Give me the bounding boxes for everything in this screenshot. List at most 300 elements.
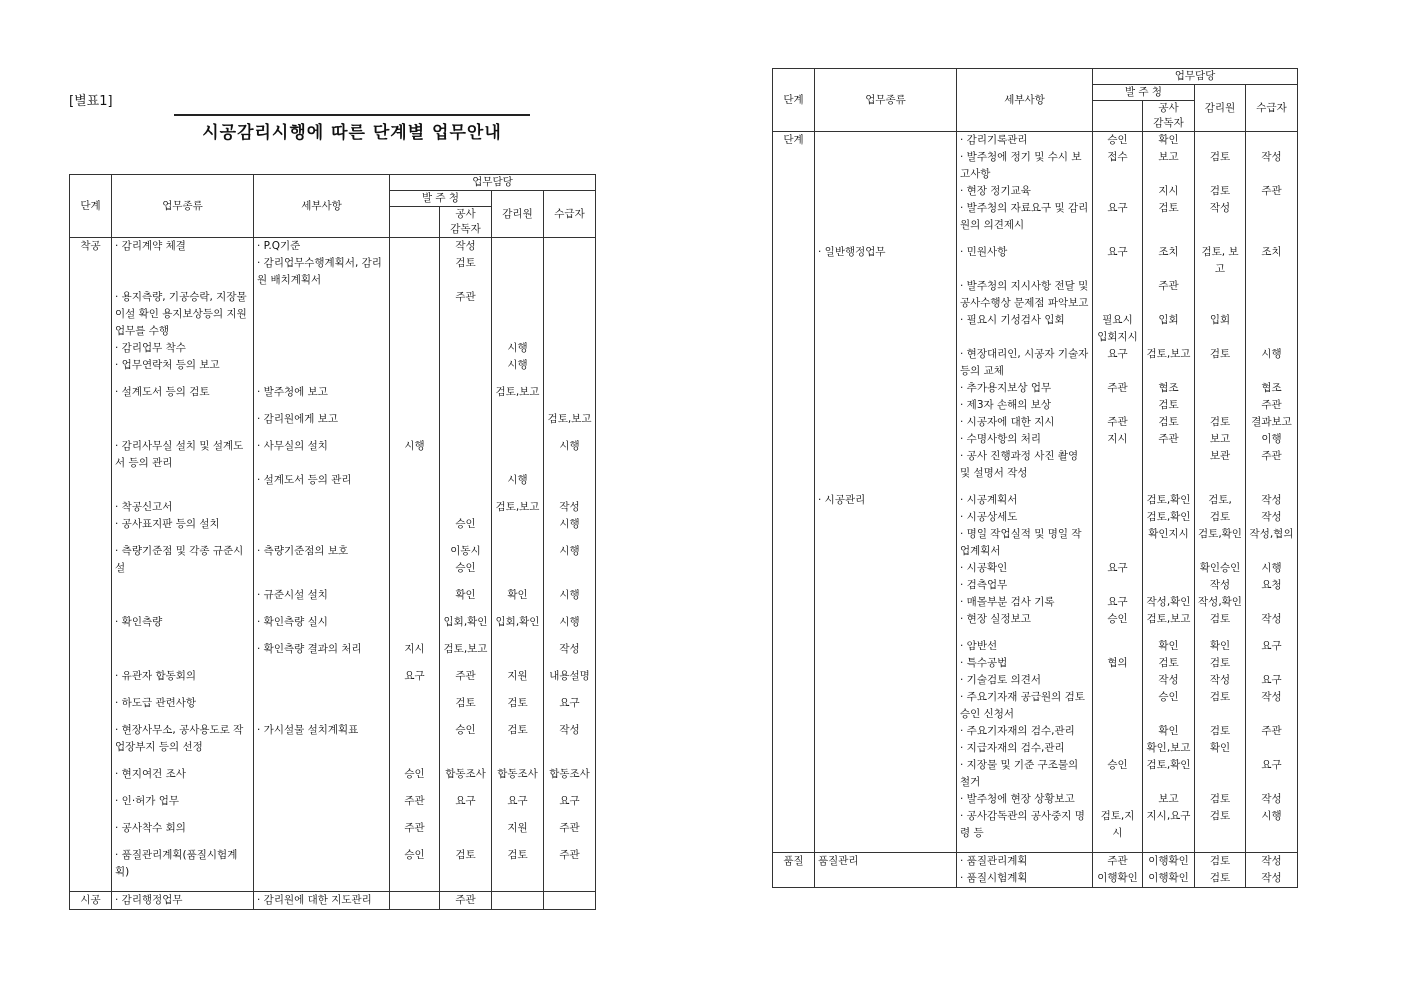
spacer-cell — [1195, 482, 1246, 492]
stage-cell — [773, 312, 815, 346]
spacer-cell — [544, 658, 596, 668]
contractor-cell: 작성 — [1246, 689, 1298, 723]
spacer-cell — [1246, 234, 1298, 244]
spacer-cell — [254, 837, 390, 847]
contractor-cell: 작성 — [1246, 611, 1298, 628]
spacer-cell — [390, 837, 440, 847]
inspector-cell: 검토 — [1195, 870, 1246, 888]
client-cell — [1093, 183, 1143, 200]
spacer-cell — [1195, 842, 1246, 853]
spacer-cell — [440, 533, 492, 543]
page-left — [69, 90, 595, 930]
contractor-cell: 내용설명 — [544, 668, 596, 685]
supervisor-cell: 작성,확인 — [1143, 594, 1195, 611]
spacer-cell — [773, 234, 815, 244]
details-cell: · 발주청에 현장 상황보고 — [957, 791, 1093, 808]
work-type-cell: · 일반행정업무 — [815, 244, 957, 278]
details-cell — [254, 340, 390, 357]
table-row — [70, 668, 596, 685]
supervisor-cell: 입회,확인 — [440, 614, 492, 631]
spacer-cell — [440, 374, 492, 384]
spacer-cell — [544, 604, 596, 614]
stage-cell — [773, 672, 815, 689]
spacer-cell — [492, 881, 544, 892]
spacer-cell — [440, 577, 492, 587]
table-row — [70, 238, 596, 256]
inspector-cell: 검토 — [1195, 183, 1246, 200]
spacer-cell — [440, 631, 492, 641]
row-spacer — [70, 533, 596, 543]
spacer-cell — [390, 881, 440, 892]
work-type-cell: · 공사착수 회의 — [112, 820, 254, 837]
client-cell: 요구 — [1093, 560, 1143, 577]
client-cell: 요구 — [1093, 200, 1143, 234]
contractor-cell: 요구 — [1246, 638, 1298, 655]
stage-cell — [773, 611, 815, 628]
supervisor-cell — [440, 499, 492, 516]
supervisor-cell: 확인 — [1143, 723, 1195, 740]
supervisor-cell — [440, 472, 492, 489]
spacer-cell — [492, 810, 544, 820]
table-row — [70, 411, 596, 428]
inspector-cell — [492, 543, 544, 577]
contractor-cell: 작성 — [1246, 853, 1298, 871]
client-cell: 주관 — [1093, 414, 1143, 431]
spacer-cell — [1143, 628, 1195, 638]
client-cell — [1093, 638, 1143, 655]
work-type-cell — [815, 200, 957, 234]
supervisor-cell: 확인 — [1143, 638, 1195, 655]
client-cell — [1093, 723, 1143, 740]
spacer-cell — [544, 577, 596, 587]
table-row — [70, 766, 596, 783]
contractor-cell: 주관 — [1246, 448, 1298, 482]
stage-cell — [773, 346, 815, 380]
contractor-cell: 이행 — [1246, 431, 1298, 448]
table-row — [773, 791, 1298, 808]
header-work-type: 업무종류 — [815, 69, 957, 132]
spacer-cell — [492, 533, 544, 543]
spacer-cell — [440, 837, 492, 847]
table-row — [773, 509, 1298, 526]
inspector-cell: 지원 — [492, 668, 544, 685]
spacer-cell — [390, 401, 440, 411]
inspector-cell: 검토, 보고 — [1195, 244, 1246, 278]
header-duty: 업무담당 — [390, 175, 596, 191]
work-type-cell — [815, 672, 957, 689]
client-cell: 검토,지시 — [1093, 808, 1143, 842]
details-cell: · 기술검토 의견서 — [957, 672, 1093, 689]
supervisor-cell: 입회 — [1143, 312, 1195, 346]
header-stage: 단계 — [70, 175, 112, 238]
stage-cell — [773, 808, 815, 842]
spacer-cell — [440, 685, 492, 695]
stage-cell — [70, 516, 112, 533]
client-cell — [390, 499, 440, 516]
supervisor-cell: 주관 — [440, 892, 492, 910]
spacer-cell — [544, 712, 596, 722]
spacer-cell — [492, 631, 544, 641]
inspector-cell: 보고 — [1195, 431, 1246, 448]
inspector-cell: 검토 — [492, 847, 544, 881]
row-spacer — [70, 489, 596, 499]
spacer-cell — [70, 428, 112, 438]
row-spacer — [773, 628, 1298, 638]
spacer-cell — [492, 604, 544, 614]
stage-cell — [773, 380, 815, 397]
contractor-cell — [544, 472, 596, 489]
spacer-cell — [70, 401, 112, 411]
row-spacer — [70, 401, 596, 411]
supervisor-cell: 확인 — [1143, 132, 1195, 150]
client-cell — [390, 695, 440, 712]
details-cell: · 지급자재의 검수,관리 — [957, 740, 1093, 757]
table-row — [70, 892, 596, 910]
work-type-cell — [815, 757, 957, 791]
client-cell — [390, 255, 440, 289]
details-cell: · 시공상세도 — [957, 509, 1093, 526]
details-cell: · 특수공법 — [957, 655, 1093, 672]
stage-cell — [773, 723, 815, 740]
duty-table-left — [69, 174, 596, 910]
stage-cell — [773, 638, 815, 655]
table-row — [773, 244, 1298, 278]
inspector-cell: 검토 — [1195, 655, 1246, 672]
spacer-cell — [390, 604, 440, 614]
stage-cell — [70, 472, 112, 489]
inspector-cell: 작성 — [1195, 200, 1246, 234]
work-type-cell — [815, 611, 957, 628]
client-cell: 협의 — [1093, 655, 1143, 672]
inspector-cell: 확인 — [1195, 638, 1246, 655]
work-type-cell — [815, 312, 957, 346]
table-row — [773, 577, 1298, 594]
inspector-cell — [492, 238, 544, 256]
spacer-cell — [112, 401, 254, 411]
work-type-cell: · 유관자 합동회의 — [112, 668, 254, 685]
row-spacer — [70, 756, 596, 766]
inspector-cell: 검토 — [1195, 808, 1246, 842]
contractor-cell: 결과보고 — [1246, 414, 1298, 431]
supervisor-cell: 이동시 승인 — [440, 543, 492, 577]
table-row — [70, 820, 596, 837]
spacer-cell — [815, 842, 957, 853]
supervisor-cell: 검토 — [1143, 397, 1195, 414]
stage-cell — [70, 499, 112, 516]
spacer-cell — [440, 604, 492, 614]
contractor-cell: 시행 — [1246, 560, 1298, 577]
supervisor-cell: 승인 — [440, 722, 492, 756]
spacer-cell — [112, 756, 254, 766]
client-cell — [390, 340, 440, 357]
spacer-cell — [254, 374, 390, 384]
contractor-cell: 조치 — [1246, 244, 1298, 278]
spacer-cell — [112, 881, 254, 892]
row-spacer — [70, 685, 596, 695]
header-stage: 단계 — [773, 69, 815, 132]
work-type-cell — [815, 149, 957, 183]
spacer-cell — [544, 489, 596, 499]
stage-cell — [773, 509, 815, 526]
work-type-cell: · 현장사무소, 공사용도로 작업장부지 등의 선정 — [112, 722, 254, 756]
spacer-cell — [492, 783, 544, 793]
spacer-cell — [815, 628, 957, 638]
inspector-cell: 작성 — [1195, 672, 1246, 689]
client-cell — [1093, 740, 1143, 757]
spacer-cell — [492, 374, 544, 384]
spacer-cell — [440, 428, 492, 438]
contractor-cell: 시행 — [1246, 808, 1298, 842]
spacer-cell — [112, 837, 254, 847]
client-cell: 주관 — [390, 793, 440, 810]
table-row — [773, 723, 1298, 740]
supervisor-cell: 검토,보고 — [440, 641, 492, 658]
supervisor-cell — [440, 411, 492, 428]
details-cell: · 공사 진행과정 사진 촬영 및 설명서 작성 — [957, 448, 1093, 482]
details-cell — [254, 499, 390, 516]
details-cell: · 수명사항의 처리 — [957, 431, 1093, 448]
table-row — [70, 543, 596, 577]
spacer-cell — [544, 783, 596, 793]
inspector-cell — [1195, 278, 1246, 312]
supervisor-cell: 검토,확인 — [1143, 757, 1195, 791]
spacer-cell — [773, 628, 815, 638]
row-spacer — [70, 604, 596, 614]
spacer-cell — [957, 842, 1093, 853]
supervisor-cell: 검토,확인 — [1143, 509, 1195, 526]
client-cell — [1093, 492, 1143, 509]
work-type-cell: · 시공관리 — [815, 492, 957, 509]
row-spacer — [70, 810, 596, 820]
table-row — [70, 722, 596, 756]
stage-cell — [773, 200, 815, 234]
table-row — [70, 384, 596, 401]
work-type-cell — [815, 132, 957, 150]
details-cell: · 암반선 — [957, 638, 1093, 655]
work-type-cell: · 감리사무실 설치 및 설계도서 등의 관리 — [112, 438, 254, 472]
stage-cell — [773, 689, 815, 723]
supervisor-cell: 이행확인 — [1143, 870, 1195, 888]
contractor-cell: 시행 — [544, 587, 596, 604]
spacer-cell — [1143, 234, 1195, 244]
spacer-cell — [544, 401, 596, 411]
spacer-cell — [112, 489, 254, 499]
stage-cell — [70, 411, 112, 428]
stage-cell — [70, 357, 112, 374]
spacer-cell — [70, 837, 112, 847]
spacer-cell — [544, 631, 596, 641]
contractor-cell: 시행 — [544, 543, 596, 577]
contractor-cell: 주관 — [1246, 183, 1298, 200]
supervisor-cell: 주관 — [440, 668, 492, 685]
spacer-cell — [390, 810, 440, 820]
inspector-cell: 검토,보고 — [492, 384, 544, 401]
inspector-cell: 검토 — [492, 695, 544, 712]
inspector-cell: 검토 — [1195, 723, 1246, 740]
details-cell — [254, 668, 390, 685]
work-type-cell — [815, 380, 957, 397]
header-inspector: 감리원 — [492, 191, 544, 238]
table-row — [70, 438, 596, 472]
inspector-cell: 검토 — [1195, 149, 1246, 183]
details-cell: · 규준시설 설치 — [254, 587, 390, 604]
spacer-cell — [70, 374, 112, 384]
contractor-cell: 작성 — [1246, 870, 1298, 888]
spacer-cell — [544, 881, 596, 892]
spacer-cell — [254, 712, 390, 722]
contractor-cell: 작성 — [1246, 509, 1298, 526]
stage-cell — [773, 414, 815, 431]
row-spacer — [773, 234, 1298, 244]
details-cell: · 사무실의 설치 — [254, 438, 390, 472]
stage-cell — [773, 791, 815, 808]
details-cell: · 주요기자재 공급원의 검토 승인 신청서 — [957, 689, 1093, 723]
work-type-cell — [815, 791, 957, 808]
work-type-cell — [815, 560, 957, 577]
details-cell: · 감리원에 대한 지도관리 — [254, 892, 390, 910]
row-spacer — [70, 658, 596, 668]
table-row — [773, 278, 1298, 312]
spacer-cell — [492, 401, 544, 411]
stage-cell — [70, 695, 112, 712]
supervisor-cell — [1143, 560, 1195, 577]
table-row — [70, 641, 596, 658]
work-type-cell — [112, 411, 254, 428]
spacer-cell — [1143, 842, 1195, 853]
supervisor-cell: 작성 — [440, 238, 492, 256]
details-cell: · 설계도서 등의 관리 — [254, 472, 390, 489]
table-row — [773, 689, 1298, 723]
table-row — [70, 587, 596, 604]
appendix-tag: [별표1] — [69, 94, 113, 109]
client-cell: 주관 — [1093, 380, 1143, 397]
inspector-cell: 확인 — [492, 587, 544, 604]
spacer-cell — [390, 658, 440, 668]
client-cell: 주관 — [390, 820, 440, 837]
spacer-cell — [70, 712, 112, 722]
spacer-cell — [544, 428, 596, 438]
spacer-cell — [112, 374, 254, 384]
work-type-cell — [815, 414, 957, 431]
header-client: 발 주 청 — [1093, 85, 1195, 101]
client-cell: 지시 — [390, 641, 440, 658]
client-cell — [1093, 672, 1143, 689]
spacer-cell — [1195, 628, 1246, 638]
row-spacer — [70, 631, 596, 641]
spacer-cell — [1093, 482, 1143, 492]
work-type-cell: · 품질관리계획(품질시험계획) — [112, 847, 254, 881]
contractor-cell: 주관 — [544, 847, 596, 881]
details-cell: · 민원사항 — [957, 244, 1093, 278]
contractor-cell: 작성 — [1246, 492, 1298, 509]
row-spacer — [70, 783, 596, 793]
spacer-cell — [254, 756, 390, 766]
details-cell — [254, 695, 390, 712]
spacer-cell — [1246, 842, 1298, 853]
contractor-cell: 작성 — [1246, 149, 1298, 183]
spacer-cell — [544, 533, 596, 543]
spacer-cell — [70, 783, 112, 793]
client-cell: 지시 — [1093, 431, 1143, 448]
spacer-cell — [390, 428, 440, 438]
contractor-cell: 시행 — [544, 438, 596, 472]
spacer-cell — [440, 658, 492, 668]
spacer-cell — [70, 604, 112, 614]
spacer-cell — [440, 489, 492, 499]
contractor-cell: 주관 — [1246, 397, 1298, 414]
stage-cell — [773, 526, 815, 560]
table-row — [773, 200, 1298, 234]
client-cell — [390, 587, 440, 604]
work-type-cell — [815, 431, 957, 448]
contractor-cell — [1246, 312, 1298, 346]
contractor-cell — [1246, 740, 1298, 757]
table-row — [70, 472, 596, 489]
client-cell: 접수 — [1093, 149, 1143, 183]
table-row — [773, 183, 1298, 200]
inspector-cell — [492, 255, 544, 289]
client-cell: 요구 — [1093, 594, 1143, 611]
inspector-cell — [1195, 757, 1246, 791]
work-type-cell — [112, 641, 254, 658]
spacer-cell — [112, 658, 254, 668]
inspector-cell: 확인 — [1195, 740, 1246, 757]
work-type-cell — [815, 655, 957, 672]
client-cell — [390, 357, 440, 374]
inspector-cell — [1195, 132, 1246, 150]
details-cell — [254, 357, 390, 374]
details-cell — [254, 793, 390, 810]
stage-cell — [773, 149, 815, 183]
inspector-cell: 지원 — [492, 820, 544, 837]
details-cell: · 확인측량 실시 — [254, 614, 390, 631]
inspector-cell: 검토 — [1195, 853, 1246, 871]
table-row — [773, 655, 1298, 672]
spacer-cell — [112, 577, 254, 587]
work-type-cell: · 업무연락처 등의 보고 — [112, 357, 254, 374]
contractor-cell: 요구 — [544, 793, 596, 810]
contractor-cell: 요구 — [1246, 672, 1298, 689]
details-cell: · 발주청에 정기 및 수시 보고사항 — [957, 149, 1093, 183]
inspector-cell: 작성,확인 — [1195, 594, 1246, 611]
stage-cell: 착공 — [70, 238, 112, 256]
header-supervisor-official: 공사 감독자 — [440, 207, 492, 238]
inspector-cell: 입회 — [1195, 312, 1246, 346]
inspector-cell — [492, 892, 544, 910]
details-cell: · 현장 정기교육 — [957, 183, 1093, 200]
spacer-cell — [492, 756, 544, 766]
work-type-cell — [815, 346, 957, 380]
details-cell — [254, 847, 390, 881]
details-cell: · 제3자 손해의 보상 — [957, 397, 1093, 414]
table-row — [773, 594, 1298, 611]
client-cell — [1093, 397, 1143, 414]
details-cell: · 매몰부분 검사 기록 — [957, 594, 1093, 611]
inspector-cell: 검토 — [1195, 611, 1246, 628]
contractor-cell: 요구 — [544, 695, 596, 712]
work-type-cell — [815, 183, 957, 200]
work-type-cell — [815, 594, 957, 611]
client-cell — [1093, 577, 1143, 594]
client-cell — [390, 543, 440, 577]
table-row — [773, 397, 1298, 414]
contractor-cell — [1246, 594, 1298, 611]
inspector-cell: 검토,확인 — [1195, 526, 1246, 560]
details-cell: · 감리업무수행계획서, 감리원 배치계획서 — [254, 255, 390, 289]
spacer-cell — [254, 533, 390, 543]
spacer-cell — [492, 577, 544, 587]
table-row — [773, 414, 1298, 431]
